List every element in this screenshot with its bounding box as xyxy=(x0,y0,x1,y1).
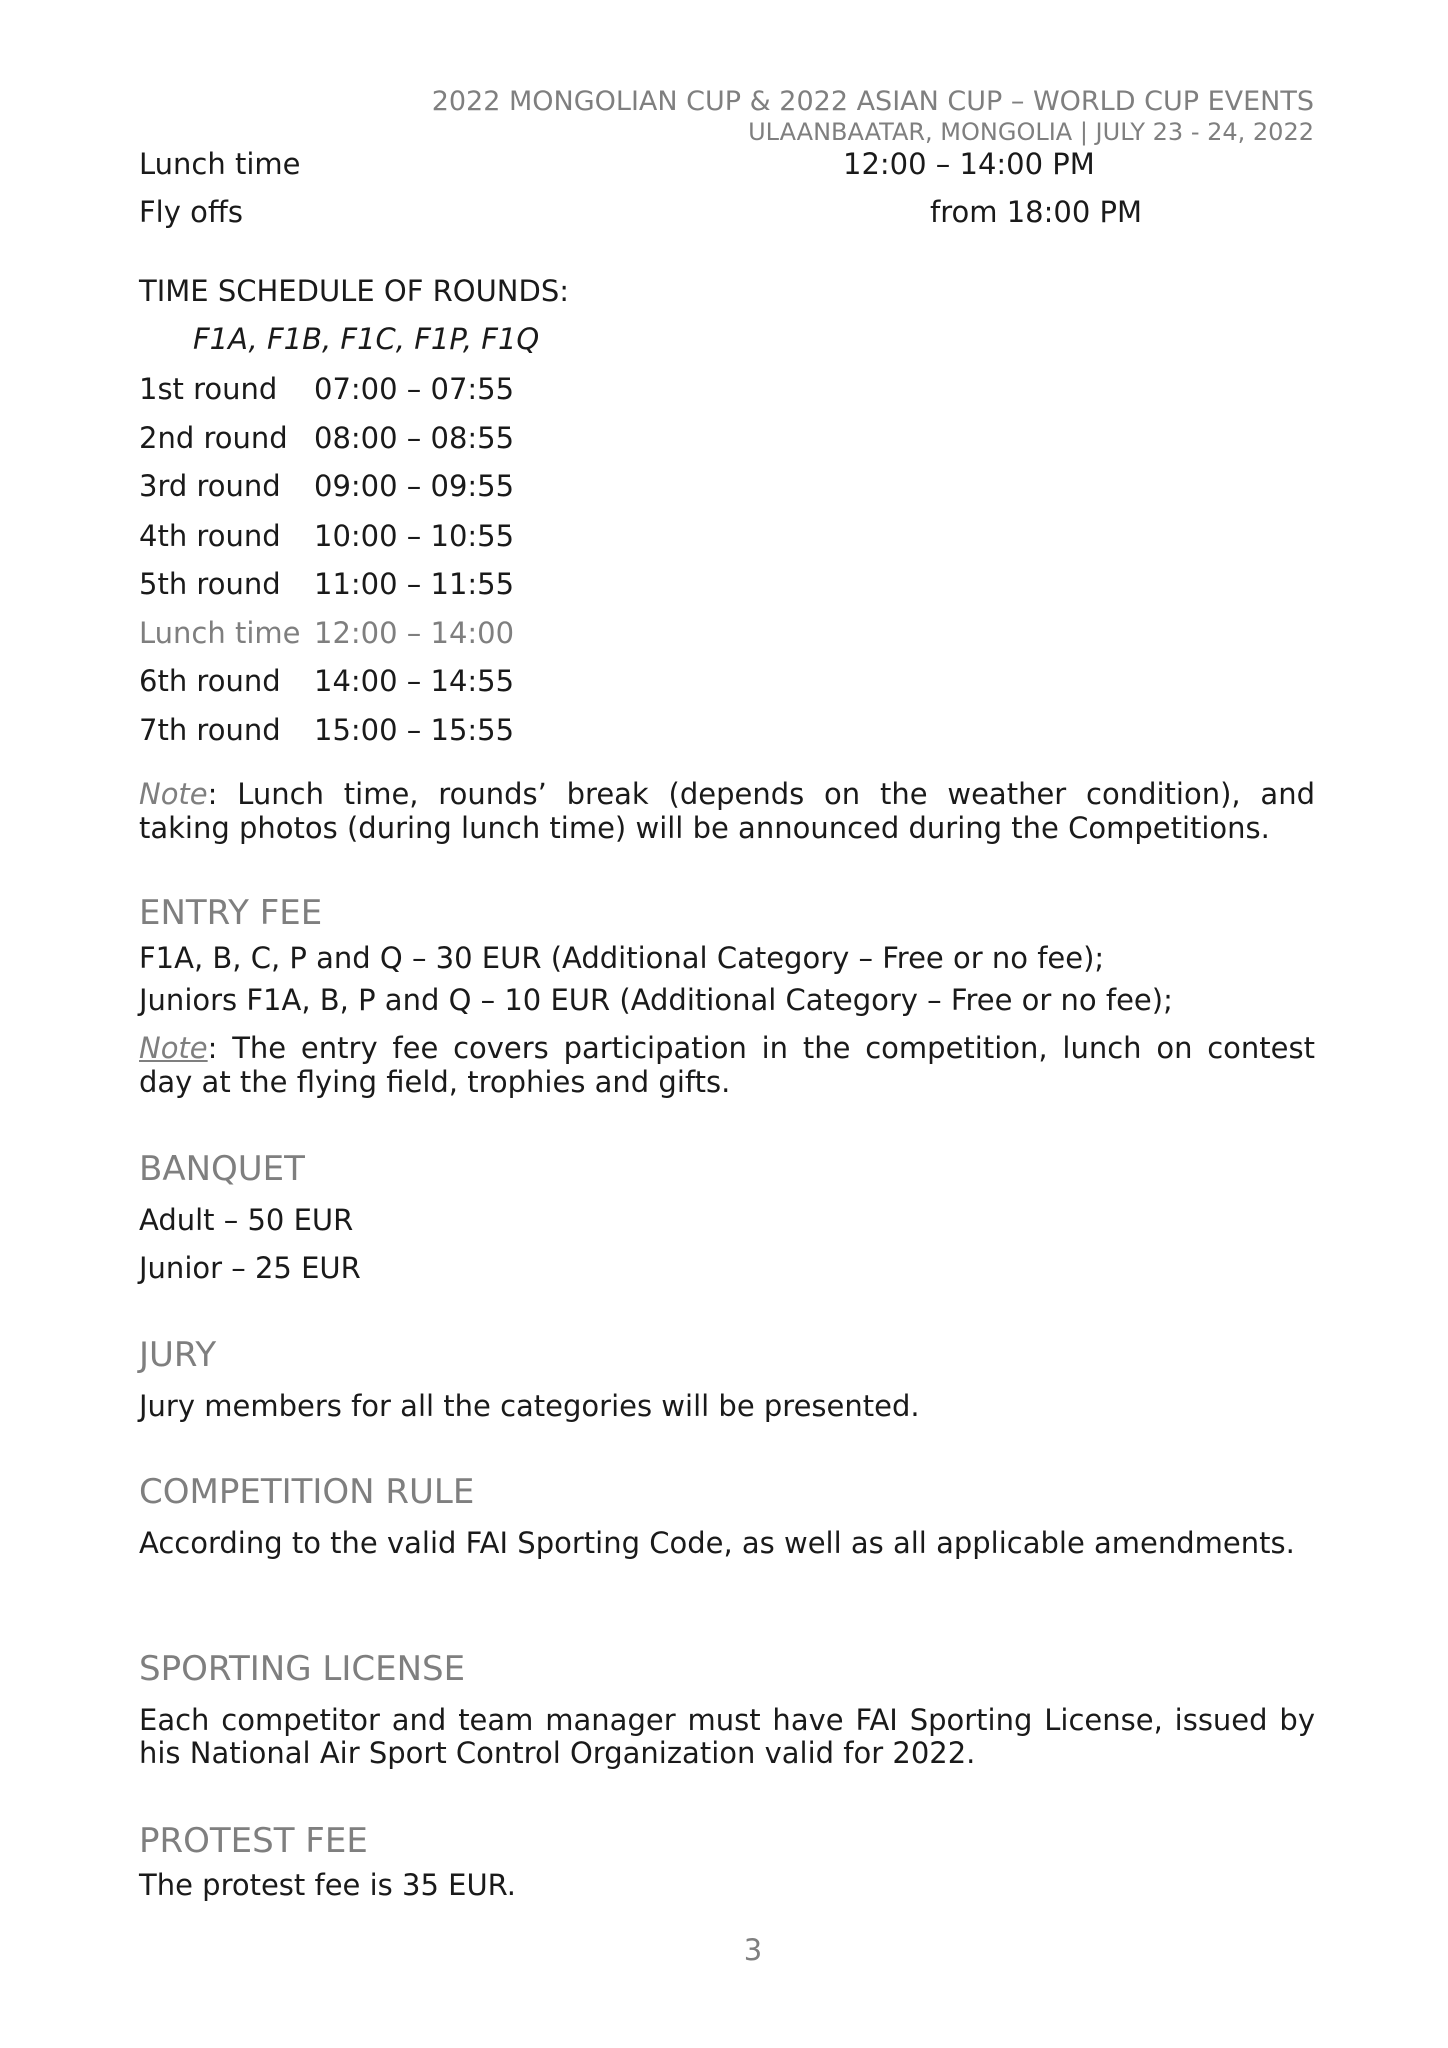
section-heading: ENTRY FEE xyxy=(139,893,323,933)
section-text: Jury members for all the categories will be presented. xyxy=(139,1389,920,1423)
round-label: 6th round xyxy=(139,664,281,698)
note-label: Note xyxy=(139,1031,208,1065)
schedule-row xyxy=(139,518,515,554)
note-label: Note xyxy=(139,777,208,811)
note-text: : The entry fee covers participation in the competition, lunch on contest xyxy=(207,1031,1315,1065)
section-text-line: his National Air Sport Control Organization valid for 2022. xyxy=(139,1736,976,1770)
header-title: 2022 MONGOLIAN CUP & 2022 ASIAN CUP – WORLD CUP EVENTS xyxy=(431,86,1314,117)
round-label: 1st round xyxy=(139,372,278,406)
round-time: 12:00 – 14:00 xyxy=(314,616,515,650)
note-line xyxy=(139,776,1315,812)
section-text-line: Each competitor and team manager must have FAI Sporting License, issued by xyxy=(139,1703,1315,1737)
round-time: 08:00 – 08:55 xyxy=(314,421,515,455)
round-label: 3rd round xyxy=(139,469,281,503)
note-line xyxy=(139,1030,1315,1066)
schedule-row xyxy=(139,420,515,456)
schedule-row xyxy=(139,566,515,602)
section-heading: COMPETITION RULE xyxy=(139,1472,475,1512)
round-time: 07:00 – 07:55 xyxy=(314,372,515,406)
schedule-row xyxy=(139,663,515,699)
schedule-classes: F1A, F1B, F1C, F1P, F1Q xyxy=(193,322,540,356)
round-time: 15:00 – 15:55 xyxy=(314,713,515,747)
section-heading: JURY xyxy=(139,1335,217,1375)
page-number: 3 xyxy=(743,1933,763,1967)
note-line: day at the flying field, trophies and gifts. xyxy=(139,1065,731,1099)
schedule-row xyxy=(139,371,515,407)
fee-line: F1A, B, C, P and Q – 30 EUR (Additional Category – Free or no fee); xyxy=(139,941,1105,975)
time-row-fly-offs xyxy=(139,194,1143,230)
banquet-line: Adult – 50 EUR xyxy=(139,1203,354,1237)
section-heading: BANQUET xyxy=(139,1149,305,1189)
banquet-line: Junior – 25 EUR xyxy=(139,1251,361,1285)
round-time: 11:00 – 11:55 xyxy=(314,567,515,601)
round-label: 5th round xyxy=(139,567,281,601)
section-heading: PROTEST FEE xyxy=(139,1821,368,1861)
round-time: 09:00 – 09:55 xyxy=(314,469,515,503)
round-time: 10:00 – 10:55 xyxy=(314,519,515,553)
section-text: According to the valid FAI Sporting Code, as well as all applicable amendments. xyxy=(139,1526,1295,1560)
schedule-heading: TIME SCHEDULE OF ROUNDS: xyxy=(139,274,570,308)
time-row-value: 12:00 – 14:00 PM xyxy=(843,147,1095,181)
round-label: 4th round xyxy=(139,519,281,553)
fee-line: Juniors F1A, B, P and Q – 10 EUR (Additional Category – Free or no fee); xyxy=(139,983,1173,1017)
note-text: : Lunch time, rounds’ break (depends on the weather condition), and xyxy=(207,777,1315,811)
round-label: Lunch time xyxy=(139,616,301,650)
header-subtitle: ULAANBAATAR, MONGOLIA | JULY 23 - 24, 2022 xyxy=(748,118,1314,146)
time-row-lunch xyxy=(139,146,1095,182)
time-row-label: Lunch time xyxy=(139,147,301,181)
time-row-value: from 18:00 PM xyxy=(930,195,1143,229)
time-row-label: Fly offs xyxy=(139,195,243,229)
note-line: taking photos (during lunch time) will be announced during the Competitions. xyxy=(139,811,1270,845)
round-label: 2nd round xyxy=(139,421,288,455)
round-label: 7th round xyxy=(139,713,281,747)
schedule-row xyxy=(139,712,515,748)
section-heading: SPORTING LICENSE xyxy=(139,1649,466,1689)
schedule-row xyxy=(139,468,515,504)
round-time: 14:00 – 14:55 xyxy=(314,664,515,698)
schedule-row-lunch xyxy=(139,615,515,651)
section-text: The protest fee is 35 EUR. xyxy=(139,1868,516,1902)
